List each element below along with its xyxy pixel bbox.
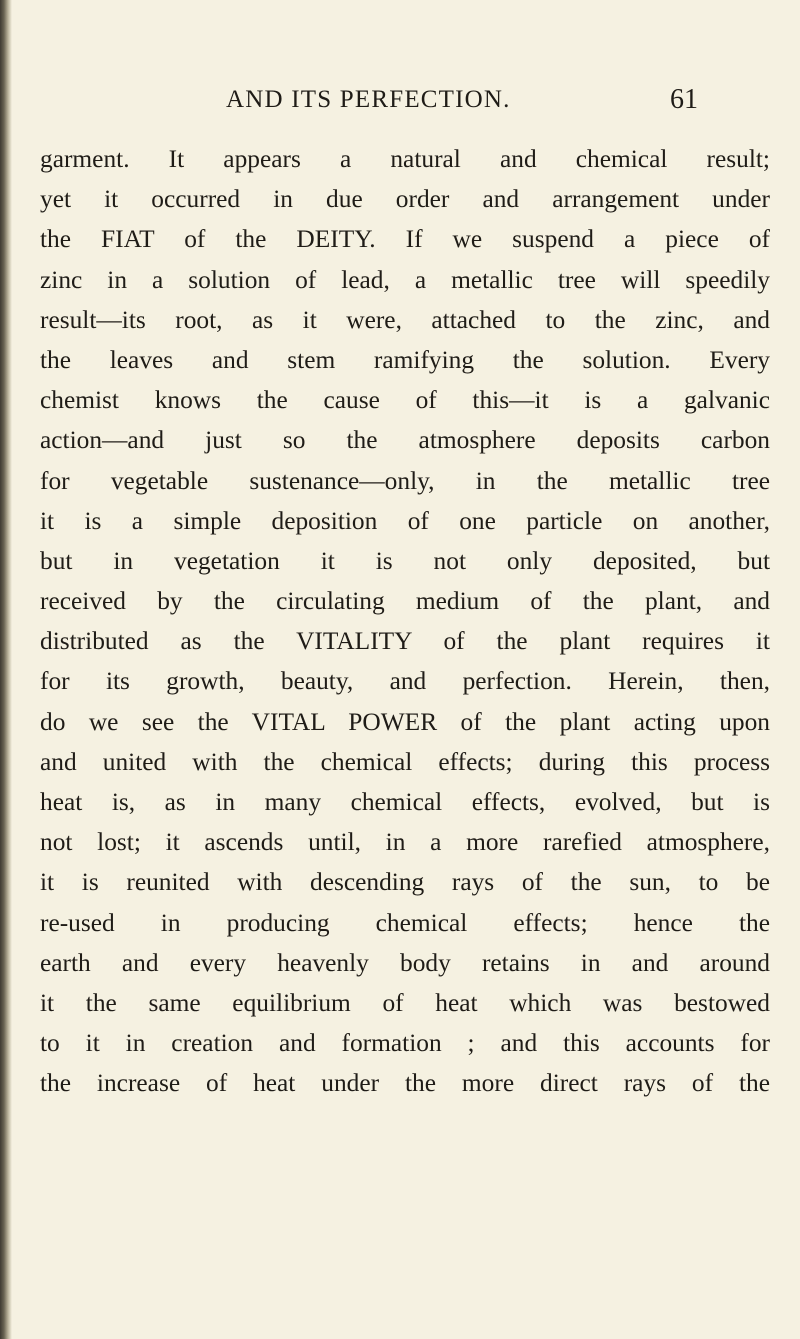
text-line: yet it occurred in due order and arrangement under: [40, 185, 770, 214]
text-line: and united with the chemical effects; during this process: [40, 747, 770, 776]
text-line: it is reunited with descending rays of the sun, to be: [40, 868, 770, 897]
page-number: 61: [670, 84, 698, 115]
text-line: garment. It appears a natural and chemical result;: [40, 145, 770, 173]
text-line: to it in creation and formation ; and this accounts for: [40, 1029, 770, 1058]
text-line: distributed as the VITALITY of the plant requires it: [40, 627, 770, 656]
page-header: [0, 80, 800, 120]
text-line: for its growth, beauty, and perfection. Herein, then,: [40, 667, 770, 696]
text-line: result—its root, as it were, attached to the zinc, and: [40, 305, 770, 334]
text-line: heat is, as in many chemical effects, evolved, but is: [40, 788, 770, 816]
text-line: it the same equilibrium of heat which was bestowed: [40, 988, 770, 1017]
text-line: received by the circulating medium of the plant, and: [40, 587, 770, 616]
text-line: do we see the VITAL POWER of the plant acting upon: [40, 707, 770, 736]
body-text: [40, 139, 770, 1104]
text-line: earth and every heavenly body retains in and around: [40, 948, 770, 977]
text-line: it is a simple deposition of one particle on another,: [40, 506, 770, 535]
text-line: zinc in a solution of lead, a metallic tree will speedily: [40, 265, 770, 294]
text-line: the increase of heat under the more direct rays of the: [40, 1069, 770, 1098]
text-line: chemist knows the cause of this—it is a galvanic: [40, 386, 770, 415]
text-line: not lost; it ascends until, in a more rarefied atmosphere,: [40, 828, 770, 857]
running-title: AND ITS PERFECTION.: [226, 86, 511, 113]
text-line: re-used in producing chemical effects; hence the: [40, 908, 770, 937]
text-line: but in vegetation it is not only deposited, but: [40, 546, 770, 575]
text-line: the leaves and stem ramifying the solution. Every: [40, 345, 770, 374]
page-binding-edge: [0, 0, 12, 1339]
text-line: the FIAT of the DEITY. If we suspend a piece of: [40, 225, 770, 254]
text-line: action—and just so the atmosphere deposits carbon: [40, 426, 770, 455]
text-line: for vegetable sustenance—only, in the metallic tree: [40, 466, 770, 495]
